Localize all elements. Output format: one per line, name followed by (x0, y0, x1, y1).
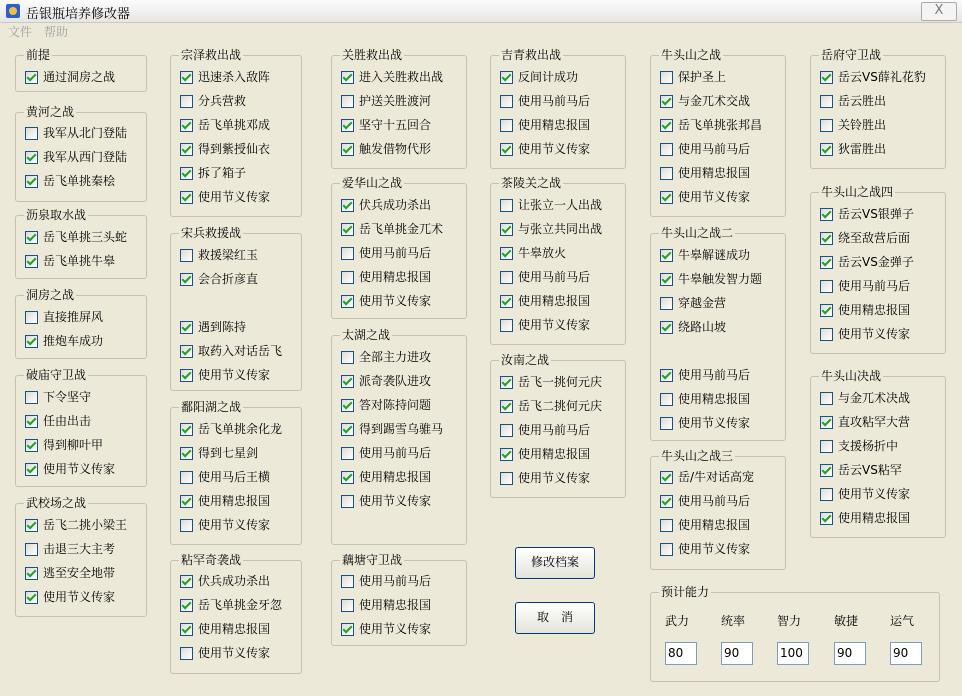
checkbox-checked[interactable] (660, 369, 673, 382)
checkbox-checked[interactable] (180, 623, 193, 636)
g13-group-box (331, 328, 467, 545)
checkbox-checked[interactable] (820, 232, 833, 245)
checkbox-unchecked[interactable] (341, 247, 354, 260)
checkbox-unchecked[interactable] (660, 393, 673, 406)
group-title: 宋兵救援战 (181, 226, 242, 240)
checkbox-label: 岳云VS银弹子 (838, 207, 914, 221)
checkbox-label: 使用精忠报国 (359, 598, 432, 612)
checkbox-unchecked[interactable] (500, 472, 513, 485)
checkbox-label: 伏兵成功杀出 (198, 574, 271, 588)
group-title: 黄河之战 (26, 105, 75, 119)
checkbox-checked[interactable] (820, 512, 833, 525)
checkbox-checked[interactable] (660, 191, 673, 204)
checkbox-unchecked[interactable] (25, 391, 38, 404)
checkbox-checked[interactable] (500, 448, 513, 461)
checkbox-checked[interactable] (500, 376, 513, 389)
checkbox-label: 会合折彦直 (198, 272, 259, 286)
checkbox-unchecked[interactable] (25, 127, 38, 140)
checkbox-label: 使用精忠报国 (359, 470, 432, 484)
group-title: 破庙守卫战 (26, 368, 87, 382)
checkbox-label: 使用马前马后 (678, 368, 751, 382)
checkbox-label: 逃至安全地带 (43, 566, 116, 580)
checkbox-unchecked[interactable] (820, 488, 833, 501)
checkbox-label: 伏兵成功杀出 (359, 198, 432, 212)
checkbox-label: 得到紫授仙衣 (198, 142, 271, 156)
checkbox-checked[interactable] (820, 208, 833, 221)
checkbox-checked[interactable] (341, 423, 354, 436)
checkbox-label: 击退三大主考 (43, 542, 116, 556)
checkbox-label: 使用精忠报国 (359, 270, 432, 284)
checkbox-label: 岳飞单挑余化龙 (198, 422, 283, 436)
checkbox-label: 使用精忠报国 (838, 511, 911, 525)
checkbox-label: 任由出击 (43, 414, 92, 428)
checkbox-label: 拆了箱子 (198, 166, 247, 180)
checkbox-checked[interactable] (660, 119, 673, 132)
checkbox-label: 与张立共同出战 (518, 222, 603, 236)
stat-value-input[interactable]: 80 (665, 642, 697, 665)
stat-label: 智力 (776, 614, 801, 628)
checkbox-checked[interactable] (500, 400, 513, 413)
group-title: 爱华山之战 (342, 176, 403, 190)
checkbox-label: 与金兀术交战 (678, 94, 751, 108)
close-button[interactable]: X (921, 2, 957, 21)
checkbox-label: 使用精忠报国 (838, 303, 911, 317)
checkbox-label: 救援梁红玉 (198, 248, 259, 262)
checkbox-label: 穿越金营 (678, 296, 727, 310)
checkbox-checked[interactable] (180, 495, 193, 508)
checkbox-label: 进入关胜救出战 (359, 70, 444, 84)
checkbox-label: 推炮车成功 (43, 334, 104, 348)
checkbox-label: 我军从北门登陆 (43, 126, 128, 140)
checkbox-label: 岳/牛对话高宠 (678, 470, 755, 484)
checkbox-label: 派奇袭队进攻 (359, 374, 432, 388)
checkbox-unchecked[interactable] (341, 271, 354, 284)
checkbox-label: 使用节义传家 (43, 590, 116, 604)
checkbox-unchecked[interactable] (341, 351, 354, 364)
stat-label: 敏捷 (833, 614, 858, 628)
checkbox-label: 使用节义传家 (198, 368, 271, 382)
group-title: 汝南之战 (501, 353, 550, 367)
checkbox-checked[interactable] (341, 471, 354, 484)
checkbox-checked[interactable] (25, 335, 38, 348)
checkbox-checked[interactable] (820, 71, 833, 84)
checkbox-label: 狄雷胜出 (838, 142, 887, 156)
window-title: 岳银瓶培养修改器 (26, 7, 131, 22)
checkbox-checked[interactable] (180, 423, 193, 436)
checkbox-checked[interactable] (180, 71, 193, 84)
checkbox-label: 使用马后王横 (198, 470, 271, 484)
checkbox-unchecked[interactable] (820, 119, 833, 132)
menu-bar (0, 22, 962, 40)
checkbox-checked[interactable] (660, 321, 673, 334)
checkbox-checked[interactable] (500, 143, 513, 156)
checkbox-label: 使用马前马后 (359, 574, 432, 588)
checkbox-label: 使用节义传家 (518, 318, 591, 332)
checkbox-label: 使用节义传家 (198, 646, 271, 660)
group-title: 粘罕奇袭战 (181, 553, 242, 567)
checkbox-label: 我军从西门登陆 (43, 150, 128, 164)
checkbox-checked[interactable] (180, 575, 193, 588)
checkbox-checked[interactable] (500, 71, 513, 84)
checkbox-label: 岳飞单挑三头蛇 (43, 230, 128, 244)
title-bar (0, 0, 962, 23)
checkbox-unchecked[interactable] (660, 417, 673, 430)
stat-value-input[interactable]: 90 (834, 642, 866, 665)
checkbox-label: 使用精忠报国 (518, 294, 591, 308)
group-title: 藕塘守卫战 (342, 553, 403, 567)
checkbox-unchecked[interactable] (660, 71, 673, 84)
checkbox-label: 使用马前马后 (518, 94, 591, 108)
checkbox-label: 使用精忠报国 (678, 166, 751, 180)
checkbox-label: 保护圣上 (678, 70, 727, 84)
checkbox-unchecked[interactable] (341, 95, 354, 108)
checkbox-label: 岳飞单挑张邦昌 (678, 118, 763, 132)
checkbox-checked[interactable] (341, 143, 354, 156)
checkbox-checked[interactable] (25, 255, 38, 268)
checkbox-checked[interactable] (180, 345, 193, 358)
checkbox-unchecked[interactable] (180, 647, 193, 660)
checkbox-label: 岳飞单挑金牙忽 (198, 598, 283, 612)
checkbox-unchecked[interactable] (660, 297, 673, 310)
checkbox-label: 使用马前马后 (359, 246, 432, 260)
group-title: 关胜救出战 (342, 48, 403, 62)
checkbox-label: 坚守十五回合 (359, 118, 432, 132)
checkbox-label: 岳飞单挑金兀术 (359, 222, 444, 236)
checkbox-label: 牛皋放火 (518, 246, 567, 260)
group-title: 沥泉取水战 (26, 208, 87, 222)
checkbox-label: 岳飞单挑邓成 (198, 118, 271, 132)
stat-value-input[interactable]: 100 (777, 642, 809, 665)
checkbox-checked[interactable] (25, 591, 38, 604)
stat-label: 武力 (664, 614, 689, 628)
stat-label: 运气 (889, 614, 914, 628)
checkbox-label: 岳云VS粘罕 (838, 463, 902, 477)
checkbox-label: 通过洞房之战 (43, 70, 116, 84)
checkbox-label: 使用精忠报国 (678, 392, 751, 406)
group-title: 岳府守卫战 (821, 48, 882, 62)
checkbox-label: 使用马前马后 (518, 423, 591, 437)
checkbox-label: 使用节义传家 (43, 462, 116, 476)
checkbox-checked[interactable] (341, 199, 354, 212)
checkbox-label: 使用节义传家 (518, 471, 591, 485)
checkbox-label: 得到柳叶甲 (43, 438, 104, 452)
g3-group-box (15, 208, 147, 279)
checkbox-checked[interactable] (25, 151, 38, 164)
checkbox-label: 全部主力进攻 (359, 350, 432, 364)
checkbox-checked[interactable] (341, 119, 354, 132)
checkbox-label: 分兵营救 (198, 94, 247, 108)
checkbox-label: 使用节义传家 (838, 487, 911, 501)
group-title: 牛头山之战三 (661, 449, 734, 463)
stats-group (650, 585, 940, 682)
checkbox-label: 使用节义传家 (359, 494, 432, 508)
checkbox-unchecked[interactable] (820, 440, 833, 453)
checkbox-unchecked[interactable] (820, 328, 833, 341)
checkbox-unchecked[interactable] (180, 249, 193, 262)
checkbox-checked[interactable] (341, 623, 354, 636)
group-title: 牛头山之战 (661, 48, 722, 62)
checkbox-unchecked[interactable] (820, 280, 833, 293)
checkbox-unchecked[interactable] (341, 575, 354, 588)
checkbox-label: 牛皋解谜成功 (678, 248, 751, 262)
checkbox-label: 与金兀术决战 (838, 391, 911, 405)
checkbox-unchecked[interactable] (341, 495, 354, 508)
checkbox-unchecked[interactable] (500, 271, 513, 284)
checkbox-checked[interactable] (341, 295, 354, 308)
checkbox-unchecked[interactable] (660, 543, 673, 556)
checkbox-checked[interactable] (180, 321, 193, 334)
checkbox-label: 使用精忠报国 (518, 118, 591, 132)
checkbox-label: 使用精忠报国 (678, 518, 751, 532)
checkbox-unchecked[interactable] (820, 392, 833, 405)
menu-help[interactable]: 帮助 (44, 25, 69, 39)
checkbox-unchecked[interactable] (341, 599, 354, 612)
checkbox-label: 使用节义传家 (838, 327, 911, 341)
checkbox-label: 岳飞二挑何元庆 (518, 399, 603, 413)
checkbox-label: 绕路山坡 (678, 320, 727, 334)
menu-file[interactable]: 文件 (8, 25, 33, 39)
checkbox-unchecked[interactable] (660, 167, 673, 180)
checkbox-unchecked[interactable] (180, 95, 193, 108)
checkbox-label: 反间计成功 (518, 70, 579, 84)
stat-value-input[interactable]: 90 (721, 642, 753, 665)
checkbox-label: 遇到陈持 (198, 320, 247, 334)
group-title: 前提 (26, 48, 51, 62)
modify-save-button[interactable]: 修改档案 (515, 547, 595, 579)
checkbox-checked[interactable] (25, 415, 38, 428)
checkbox-checked[interactable] (660, 249, 673, 262)
checkbox-label: 岳云胜出 (838, 94, 887, 108)
checkbox-label: 护送关胜渡河 (359, 94, 432, 108)
group-title: 太湖之战 (342, 328, 391, 342)
checkbox-label: 答对陈持问题 (359, 398, 432, 412)
checkbox-checked[interactable] (500, 247, 513, 260)
checkbox-checked[interactable] (660, 273, 673, 286)
checkbox-checked[interactable] (341, 399, 354, 412)
checkbox-label: 岳飞单挑秦桧 (43, 174, 116, 188)
group-title: 宗泽救出战 (181, 48, 242, 62)
checkbox-unchecked[interactable] (660, 519, 673, 532)
checkbox-unchecked[interactable] (500, 199, 513, 212)
checkbox-checked[interactable] (660, 471, 673, 484)
checkbox-label: 使用节义传家 (359, 294, 432, 308)
checkbox-checked[interactable] (25, 463, 38, 476)
checkbox-label: 使用马前马后 (838, 279, 911, 293)
checkbox-checked[interactable] (25, 71, 38, 84)
checkbox-checked[interactable] (820, 416, 833, 429)
checkbox-label: 岳飞一挑何元庆 (518, 375, 603, 389)
checkbox-label: 得到七星剑 (198, 446, 259, 460)
checkbox-checked[interactable] (820, 256, 833, 269)
checkbox-checked[interactable] (25, 175, 38, 188)
checkbox-label: 支援杨折中 (838, 439, 899, 453)
checkbox-label: 关铃胜出 (838, 118, 887, 132)
checkbox-label: 绕至敌营后面 (838, 231, 911, 245)
checkbox-unchecked[interactable] (660, 143, 673, 156)
g19-group-box (650, 226, 786, 441)
checkbox-checked[interactable] (25, 231, 38, 244)
checkbox-label: 使用节义传家 (359, 622, 432, 636)
checkbox-label: 使用节义传家 (198, 190, 271, 204)
checkbox-checked[interactable] (500, 295, 513, 308)
checkbox-unchecked[interactable] (180, 519, 193, 532)
checkbox-checked[interactable] (341, 375, 354, 388)
checkbox-label: 岳云VS金弹子 (838, 255, 914, 269)
checkbox-label: 下令坚守 (43, 390, 92, 404)
checkbox-label: 岳飞二挑小梁王 (43, 518, 128, 532)
checkbox-unchecked[interactable] (341, 447, 354, 460)
checkbox-unchecked[interactable] (500, 119, 513, 132)
checkbox-unchecked[interactable] (180, 471, 193, 484)
checkbox-label: 使用马前马后 (518, 270, 591, 284)
checkbox-checked[interactable] (820, 304, 833, 317)
checkbox-unchecked[interactable] (820, 95, 833, 108)
checkbox-label: 取药入对话岳飞 (198, 344, 283, 358)
g4-group-box (15, 288, 147, 359)
checkbox-checked[interactable] (341, 71, 354, 84)
group-title: 牛头山之战四 (821, 185, 894, 199)
group-title: 牛头山之战二 (661, 226, 734, 240)
checkbox-unchecked[interactable] (500, 424, 513, 437)
checkbox-label: 使用精忠报国 (198, 622, 271, 636)
group-title: 武校场之战 (26, 496, 87, 510)
checkbox-label: 使用节义传家 (678, 416, 751, 430)
checkbox-label: 直攻粘罕大营 (838, 415, 911, 429)
checkbox-checked[interactable] (180, 119, 193, 132)
checkbox-label: 得到踢雪乌骓马 (359, 422, 444, 436)
checkbox-checked[interactable] (180, 167, 193, 180)
group-title: 鄱阳湖之战 (181, 400, 242, 414)
checkbox-checked[interactable] (660, 495, 673, 508)
checkbox-checked[interactable] (25, 439, 38, 452)
checkbox-checked[interactable] (180, 369, 193, 382)
checkbox-label: 使用节义传家 (518, 142, 591, 156)
checkbox-label: 直接推屏风 (43, 310, 104, 324)
checkbox-checked[interactable] (25, 567, 38, 580)
checkbox-checked[interactable] (820, 143, 833, 156)
app-icon (6, 4, 20, 18)
checkbox-label: 使用精忠报国 (198, 494, 271, 508)
checkbox-label: 使用马前马后 (359, 446, 432, 460)
stat-value-input[interactable]: 90 (890, 642, 922, 665)
checkbox-label: 让张立一人出战 (518, 198, 603, 212)
stats-group-title: 预计能力 (661, 585, 710, 599)
group-title: 吉青救出战 (501, 48, 562, 62)
checkbox-unchecked[interactable] (25, 311, 38, 324)
checkbox-label: 触发借物代形 (359, 142, 432, 156)
group-title: 茶陵关之战 (501, 176, 562, 190)
group-title: 牛头山决战 (821, 369, 882, 383)
checkbox-checked[interactable] (500, 223, 513, 236)
checkbox-checked[interactable] (180, 447, 193, 460)
checkbox-unchecked[interactable] (500, 319, 513, 332)
checkbox-checked[interactable] (180, 143, 193, 156)
checkbox-label: 使用精忠报国 (518, 447, 591, 461)
group-title: 洞房之战 (26, 288, 75, 302)
checkbox-label: 迅速杀入敌阵 (198, 70, 271, 84)
checkbox-checked[interactable] (341, 223, 354, 236)
checkbox-label: 岳飞单挑牛皋 (43, 254, 116, 268)
checkbox-label: 使用节义传家 (198, 518, 271, 532)
cancel-button[interactable]: 取 消 (515, 602, 595, 634)
checkbox-checked[interactable] (25, 519, 38, 532)
checkbox-checked[interactable] (180, 599, 193, 612)
checkbox-label: 使用节义传家 (678, 190, 751, 204)
checkbox-label: 使用马前马后 (678, 494, 751, 508)
checkbox-label: 使用节义传家 (678, 542, 751, 556)
checkbox-label: 牛皋触发智力题 (678, 272, 763, 286)
checkbox-checked[interactable] (180, 191, 193, 204)
checkbox-checked[interactable] (660, 95, 673, 108)
checkbox-label: 岳云VS薛礼花豹 (838, 70, 926, 84)
checkbox-checked[interactable] (820, 464, 833, 477)
stat-label: 统率 (720, 614, 745, 628)
checkbox-unchecked[interactable] (500, 95, 513, 108)
checkbox-unchecked[interactable] (25, 543, 38, 556)
checkbox-label: 使用马前马后 (678, 142, 751, 156)
checkbox-checked[interactable] (180, 273, 193, 286)
